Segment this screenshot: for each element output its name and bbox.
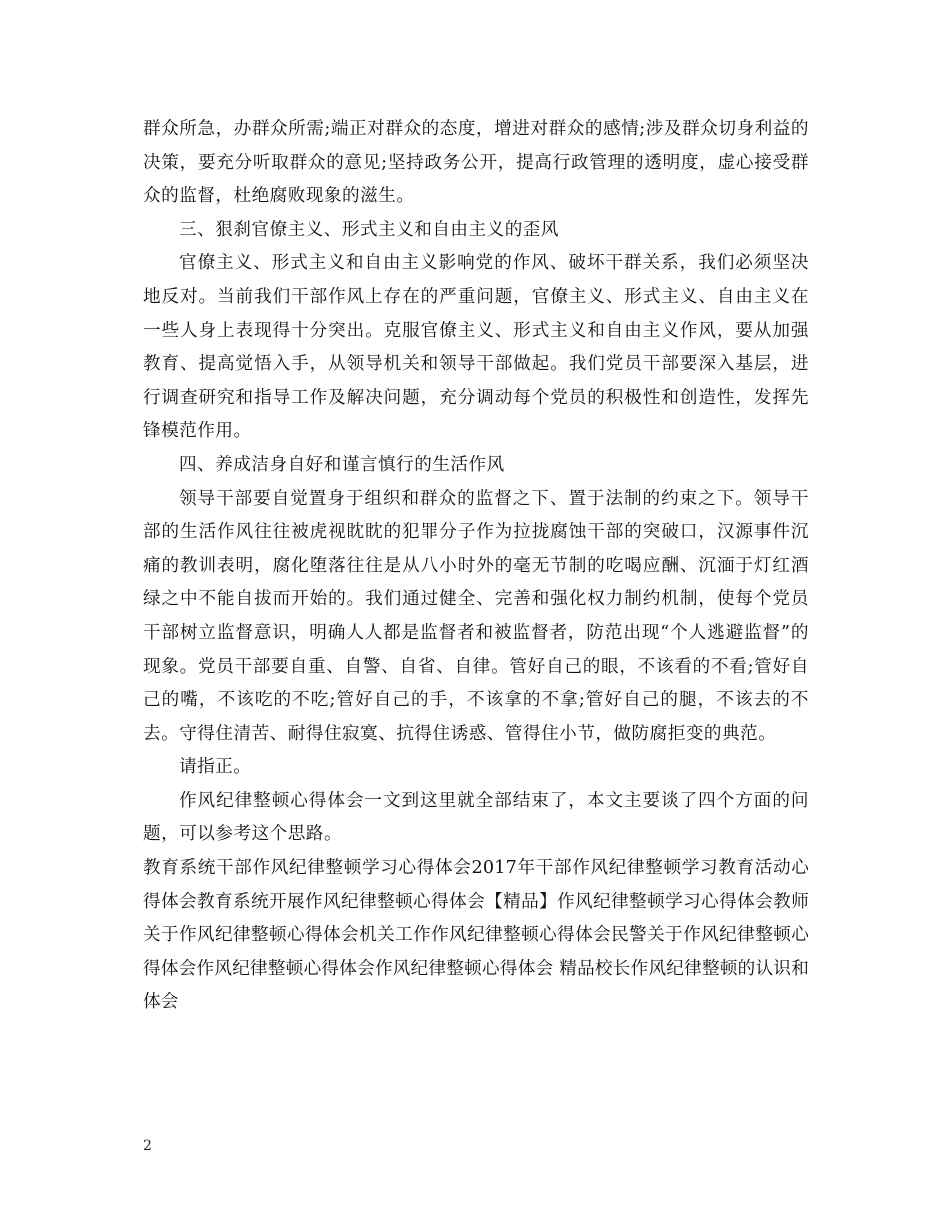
paragraph-summary: 作风纪律整顿心得体会一文到这里就全部结束了，本文主要谈了四个方面的问题，可以参考这个思路。 [143,790,809,845]
section-heading-four: 四、养成洁身自好和谨言慎行的生活作风 [179,454,505,475]
paragraph-lifestyle: 领导干部要自觉置身于组织和群众的监督之下、置于法制的约束之下。领导干部的生活作风往往被虎视眈眈的犯罪分子作为拉拢腐蚀干部的突破口，汉源事件沉痛的教训表明，腐化堕落往往是从八小时外的毫无节制的吃喝应酬、沉湎于灯红酒绿之中不能自拔而开始的。我们通过健全、完善和强化权力制约机制，使每个党员干部树立监督意识，明确人人都是监督者和被监督者，防范出现“个人逃避监督”的现象。党员干部要自重、自警、自省、自律。管好自己的眼，不该看的不看;管好自己的嘴，不该吃的不吃;管好自己的手，不该拿的不拿;管好自己的腿，不该去的不去。守得住清苦、耐得住寂寞、抗得住诱惑、管得住小节，做防腐拒变的典范。 [143,488,809,744]
page-number: 2 [143,1138,152,1154]
paragraph-closing: 请指正。 [179,757,252,778]
document-body [143,113,809,1020]
paragraph-bureaucracy: 官僚主义、形式主义和自由主义影响党的作风、破坏干群关系，我们必须坚决地反对。当前我们干部作风上存在的严重问题，官僚主义、形式主义、自由主义在一些人身上表现得十分突出。克服官僚主义、形式主义和自由主义作风，要从加强教育、提高觉悟入手，从领导机关和领导干部做起。我们党员干部要深入基层，进行调查研究和指导工作及解决问题，充分调动每个党员的积极性和创造性，发挥先锋模范作用。 [143,253,809,442]
paragraph-continuation: 群众所急，办群众所需;端正对群众的态度，增进对群众的感情;涉及群众切身利益的决策，要充分听取群众的意见;坚持政务公开，提高行政管理的透明度，虚心接受群众的监督，杜绝腐败现象的滋生。 [143,119,809,207]
related-articles-links[interactable]: 教育系统干部作风纪律整顿学习心得体会2017年干部作风纪律整顿学习教育活动心得体会教育系统开展作风纪律整顿心得体会【精品】作风纪律整顿学习心得体会教师关于作风纪律整顿心得体会机关工作作风纪律整顿心得体会民警关于作风纪律整顿心得体会作风纪律整顿心得体会作风纪律整顿心得体会 精品校长作风纪律整顿的认识和体会 [143,858,809,1013]
section-heading-three: 三、狠刹官僚主义、形式主义和自由主义的歪风 [179,219,559,240]
